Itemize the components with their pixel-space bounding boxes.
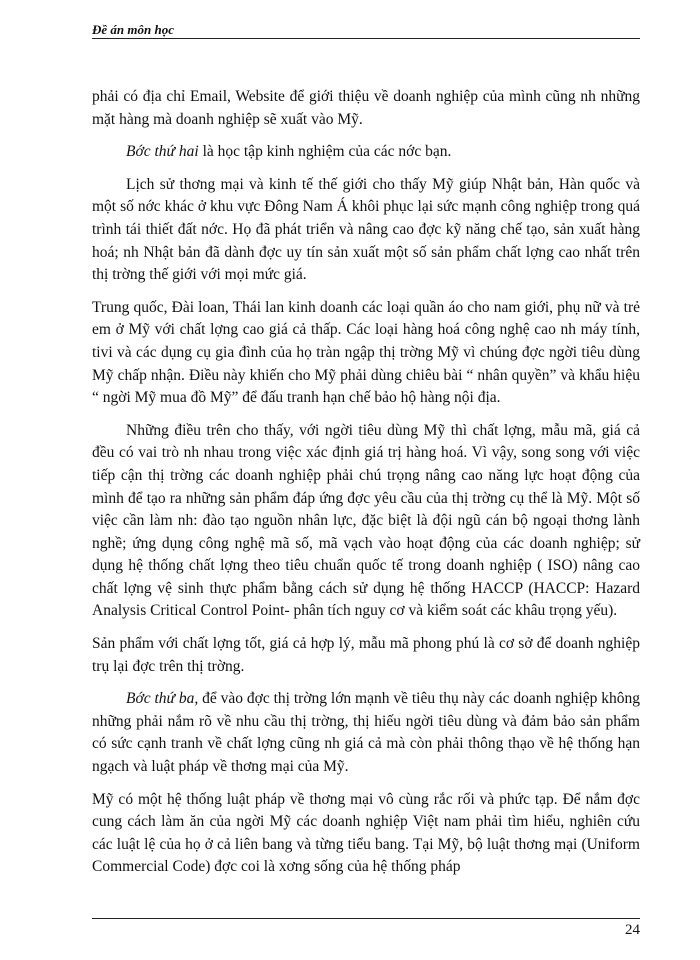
paragraph: phải có địa chỉ Email, Website để giới thiệu về doanh nghiệp của mình cũng nh những mặt hàng mà doanh nghiệp sẽ xuất vào Mỹ.: [92, 88, 640, 128]
paragraph: Mỹ có một hệ thống luật pháp về thơng mại vô cùng rắc rối và phức tạp. Để nắm đợc cung cách làm ăn của ngời Mỹ các doanh nghiệp Việt nam phải tìm hiểu, nghiên cứu các luật lệ của họ ở cả liên bang và từng tiểu bang. Tại Mỹ, bộ luật thơng mại (Uniform Commercial Code) đợc coi là xơng sống của hệ thống pháp: [92, 790, 640, 876]
paragraph: Lịch sử thơng mại và kinh tế thế giới cho thấy Mỹ giúp Nhật bản, Hàn quốc và một số nớc khác ở khu vực Đông Nam Á khôi phục lại sức mạnh công nghiệp trong quá trình tái thiết đất nớc. Họ đã phát triển và nâng cao đợc kỹ năng chế tạo, sản xuất hàng hoá; nh Nhật bản đã dành đợc uy tín sản xuất một số sản phẩm chất lợng cao nhất trên thị trờng thế giới với mọi mức giá.: [92, 175, 640, 284]
step-label: Bớc thứ hai: [126, 143, 199, 161]
paragraph: Những điều trên cho thấy, với ngời tiêu dùng Mỹ thì chất lợng, mẫu mã, giá cả đều có vai trò nh nhau trong việc xác định giá trị hàng hoá. Vì vậy, song song với việc tiếp cận thị trờng các doanh nghiệp phải chú trọng nâng cao năng lực hoạt động của mình để tạo ra những sản phẩm đáp ứng đợc yêu cầu của thị trờng cụ thể là Mỹ. Một số việc cần làm nh: đào tạo nguồn nhân lực, đặc biệt là đội ngũ cán bộ ngoại thơng lành nghề; ứng dụng công nghệ mã số, mã vạch vào hoạt động của các doanh nghiệp; sử dụng hệ thống chất lợng theo tiêu chuẩn quốc tế trong doanh nghiệp ( ISO) nâng cao chất lợng vệ sinh thực phẩm bằng cách sử dụng hệ thống HACCP (HACCP: Hazard Analysis Critical Control Point- phân tích nguy cơ và kiểm soát các khâu trọng yếu).: [92, 421, 640, 620]
page-header: [92, 20, 640, 42]
document-title: Đề án môn học: [92, 22, 174, 37]
header-divider: [92, 38, 640, 39]
paragraph: Sản phẩm với chất lợng tốt, giá cả hợp lý, mẫu mã phong phú là cơ sở để doanh nghiệp trụ lại đợc trên thị trờng.: [92, 635, 640, 675]
paragraph: Trung quốc, Đài loan, Thái lan kinh doanh các loại quần áo cho nam giới, phụ nữ và trẻ em ở Mỹ với chất lợng cao giá cả thấp. Các loại hàng hoá công nghệ cao nh máy tính, tivi và các dụng cụ gia đình của họ tràn ngập thị trờng Mỹ vì chúng đợc ngời tiêu dùng Mỹ chấp nhận. Điều này khiến cho Mỹ phải dùng chiêu bài “ nhân quyền” và khẩu hiệu “ ngời Mỹ mua đồ Mỹ” để đấu tranh hạn chế bảo hộ hàng nội địa.: [92, 298, 640, 407]
paragraph: Bớc thứ ba, để vào đợc thị trờng lớn mạnh về tiêu thụ này các doanh nghiệp không những phải nắm rõ về nhu cầu thị trờng, thị hiếu ngời tiêu dùng và đảm bảo sản phẩm có sức cạnh tranh về chất lợng cũng nh giá cả mà còn phải thông thạo về hệ thống hạn ngạch và luật pháp về thơng mại của Mỹ.: [92, 690, 640, 776]
step-label: Bớc thứ ba,: [126, 690, 199, 708]
footer-divider: [92, 918, 640, 919]
page-number: 24: [625, 922, 640, 938]
paragraph: Bớc thứ hai là học tập kinh nghiệm của các nớc bạn.: [126, 143, 452, 161]
document-body: [92, 86, 640, 889]
